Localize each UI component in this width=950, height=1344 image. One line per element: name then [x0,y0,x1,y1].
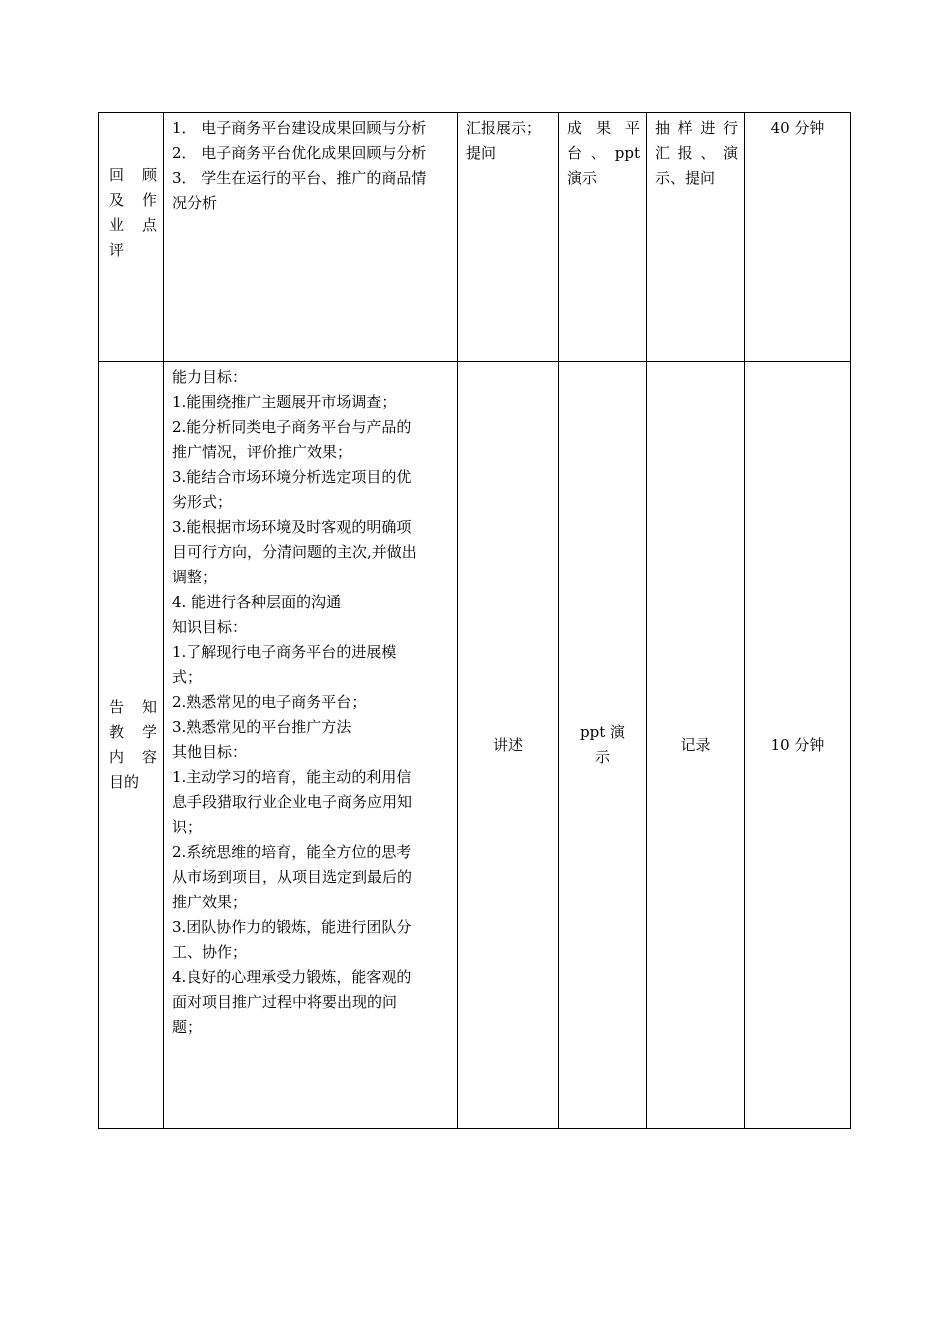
media-line: ppt 演 [579,723,625,741]
content-line: 式； [172,668,203,686]
content-line: 3.熟悉常见的平台推广方法 [172,718,352,736]
content-line: 3.团队协作力的锻炼，能进行团队分 [172,918,412,936]
time-cell [745,362,851,1129]
content-line: 识； [172,818,203,836]
method-line: 汇报展示； [466,119,542,137]
content-line: 目可行方向，分清问题的主次,并做出 [172,543,417,561]
category-line: 内 容 [109,748,157,766]
content-line: 题； [172,1018,203,1036]
category-line: 目的 [109,773,140,791]
category-line: 回 顾 [109,166,157,184]
method-line: 讲述 [492,735,523,754]
content-line: 1.能围绕推广主题展开市场调查； [172,393,397,411]
media-line: 台 、 ppt [567,144,640,162]
media-cell [559,362,647,1129]
content-line: 4. 能进行各种层面的沟通 [172,593,342,611]
content-line: 其他目标： [172,743,248,761]
evaluation-line: 汇 报 、 演 [655,144,738,162]
category-cell [99,362,164,1129]
method-cell [458,362,559,1129]
lesson-plan-table [98,112,851,1129]
content-line: 劣形式； [172,493,233,511]
content-cell [164,362,458,1129]
evaluation-line: 记录 [680,735,711,754]
evaluation-line: 抽 样 进 行 [655,119,738,137]
media-cell [559,113,647,362]
time-cell [745,113,851,362]
content-line: 2.能分析同类电子商务平台与产品的 [172,418,412,436]
media-line: 成 果 平 [567,119,640,137]
evaluation-line: 示、提问 [655,169,716,187]
table-row [99,113,851,362]
time-value: 10 分钟 [770,735,825,754]
evaluation-cell [647,362,745,1129]
content-line: 4.良好的心理承受力锻炼，能客观的 [172,968,412,986]
content-line: 1． 电子商务平台建设成果回顾与分析 [172,119,427,137]
content-line: 能力目标： [172,368,248,386]
content-line: 1.主动学习的培育，能主动的利用信 [172,768,412,786]
category-line: 及 作 [109,191,157,209]
content-line: 3． 学生在运行的平台、推广的商品情 [172,169,427,187]
category-cell [99,113,164,362]
content-line: 1.了解现行电子商务平台的进展模 [172,643,397,661]
method-cell [458,113,559,362]
content-line: 3.能结合市场环境分析选定项目的优 [172,468,412,486]
content-line: 推广情况，评价推广效果； [172,443,353,461]
category-line: 评 [109,241,125,259]
content-line: 推广效果； [172,893,248,911]
category-line: 告 知 [109,698,157,716]
content-line: 2.熟悉常见的电子商务平台； [172,693,367,711]
content-line: 工、协作； [172,943,248,961]
content-line: 面对项目推广过程中将要出现的问 [172,993,398,1011]
method-line: 提问 [466,144,497,162]
table-row [99,362,851,1129]
evaluation-cell [647,113,745,362]
time-value: 40 分钟 [770,119,825,137]
media-line: 演示 [567,169,598,187]
content-line: 况分析 [172,194,218,212]
content-line: 3.能根据市场环境及时客观的明确项 [172,518,412,536]
category-line: 教 学 [109,723,157,741]
content-line: 调整； [172,568,218,586]
content-line: 2． 电子商务平台优化成果回顾与分析 [172,144,427,162]
media-line: 示 [594,748,610,766]
content-line: 从市场到项目，从项目选定到最后的 [172,868,413,886]
category-line: 业 点 [109,216,157,234]
content-line: 息手段猎取行业企业电子商务应用知 [172,793,413,811]
content-cell [164,113,458,362]
content-line: 2.系统思维的培育，能全方位的思考 [172,843,412,861]
content-line: 知识目标： [172,618,248,636]
